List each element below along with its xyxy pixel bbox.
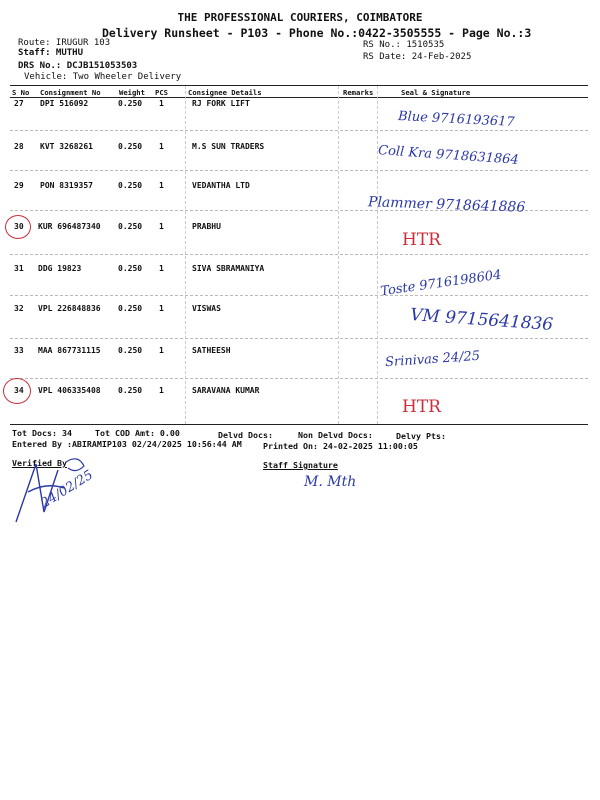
- drs-number: DRS No.: DCJB151053503: [18, 61, 138, 71]
- row-consignee: VISWAS: [192, 304, 221, 313]
- row-pcs: 1: [159, 142, 164, 151]
- row-weight: 0.250: [118, 181, 143, 190]
- col-sno: S No: [12, 88, 30, 97]
- row-divider: [10, 170, 588, 171]
- row-weight: 0.250: [118, 304, 143, 313]
- staff-label: Staff: MUTHU: [18, 48, 84, 58]
- handwritten-signature-row29: Plammer 9718641886: [367, 194, 526, 216]
- row-sno: 28: [14, 142, 24, 151]
- column-divider: [377, 86, 378, 424]
- handwritten-signature-row33: Srinivas 24/25: [384, 348, 481, 371]
- row-consignee: SATHEESH: [192, 346, 231, 355]
- table-top-rule: [10, 85, 588, 86]
- col-seal: Seal & Signature: [401, 88, 471, 97]
- staff-signature-label: Staff Signature: [263, 460, 338, 470]
- row-consignee: RJ FORK LIFT: [192, 99, 250, 108]
- total-docs: Tot Docs: 34: [12, 428, 72, 438]
- handwritten-signature-row31: Toste 9716198604: [379, 267, 503, 300]
- verified-by-label: Verified By: [12, 458, 67, 468]
- runsheet-subtitle: Delivery Runsheet - P103 - Phone No.:0422-3505555 - Page No.:3: [102, 26, 532, 40]
- printed-on: Printed On: 24-02-2025 11:00:05: [263, 441, 418, 451]
- row-weight: 0.250: [118, 99, 143, 108]
- row-divider: [10, 338, 588, 339]
- col-consignment: Consignment No: [40, 88, 101, 97]
- row-consignment: MAA 867731115: [38, 346, 101, 355]
- row-divider: [10, 130, 588, 131]
- company-name: THE PROFESSIONAL COURIERS, COIMBATORE: [177, 11, 423, 24]
- row-divider: [10, 254, 588, 255]
- rs-number: RS No.: 1510535: [363, 40, 445, 50]
- delivered-docs: Delvd Docs:: [218, 430, 273, 440]
- row-weight: 0.250: [118, 142, 143, 151]
- row-pcs: 1: [159, 99, 164, 108]
- col-weight: Weight: [119, 88, 145, 97]
- row-consignee: VEDANTHA LTD: [192, 181, 250, 190]
- row-30-circle-mark: [5, 215, 31, 239]
- row-pcs: 1: [159, 346, 164, 355]
- vehicle-label: Vehicle: Two Wheeler Delivery: [24, 72, 182, 82]
- rs-date: RS Date: 24-Feb-2025: [363, 52, 472, 62]
- col-consignee: Consignee Details: [188, 88, 262, 97]
- delivery-points: Delvy Pts:: [396, 431, 446, 441]
- row-weight: 0.250: [118, 264, 143, 273]
- handwritten-staff-signature: M. Mth: [304, 474, 357, 490]
- row-consignee: SARAVANA KUMAR: [192, 386, 260, 395]
- row-pcs: 1: [159, 264, 164, 273]
- handwritten-signature-row32: VM 9715641836: [409, 305, 554, 335]
- row-34-circle-mark: [3, 378, 31, 404]
- row-consignment: KUR 696487340: [38, 222, 101, 231]
- row-consignee: SIVA SBRAMANIYA: [192, 264, 265, 273]
- column-divider: [338, 86, 339, 424]
- row-sno: 32: [14, 304, 24, 313]
- row-consignment: VPL 226848836: [38, 304, 101, 313]
- total-cod-amount: Tot COD Amt: 0.00: [95, 428, 180, 438]
- handwritten-mark-row34: HTR: [402, 397, 441, 417]
- row-consignee: M.S SUN TRADERS: [192, 142, 265, 151]
- row-divider: [10, 295, 588, 296]
- row-consignment: DPI 516092: [40, 99, 89, 108]
- handwritten-signature-row27: Blue 9716193617: [397, 108, 515, 131]
- row-weight: 0.250: [118, 386, 143, 395]
- handwritten-signature-row28: Coll Kra 9718631864: [377, 143, 520, 168]
- row-consignee: PRABHU: [192, 222, 221, 231]
- row-consignment: VPL 406335408: [38, 386, 101, 395]
- entered-by: Entered By :ABIRAMIP103 02/24/2025 10:56:44 AM: [12, 439, 242, 449]
- row-consignment: KVT 3268261: [40, 142, 93, 151]
- row-weight: 0.250: [118, 222, 143, 231]
- table-header-rule: [10, 97, 588, 98]
- row-sno: 33: [14, 346, 24, 355]
- column-divider: [185, 86, 186, 424]
- handwritten-mark-row30: HTR: [402, 230, 441, 250]
- row-pcs: 1: [159, 386, 164, 395]
- row-consignment: PON 8319357: [40, 181, 93, 190]
- route-label: Route: IRUGUR 103: [18, 38, 111, 48]
- table-bottom-rule: [10, 424, 588, 425]
- row-consignment: DDG 19823: [38, 264, 82, 273]
- row-pcs: 1: [159, 222, 164, 231]
- row-sno: 29: [14, 181, 24, 190]
- handwritten-verified-date: 24/02/25: [38, 467, 96, 512]
- col-pcs: PCS: [155, 88, 168, 97]
- row-pcs: 1: [159, 181, 164, 190]
- row-sno: 34: [14, 386, 24, 395]
- row-sno: 30: [14, 222, 24, 231]
- row-sno: 27: [14, 99, 24, 108]
- row-pcs: 1: [159, 304, 164, 313]
- row-divider: [10, 378, 588, 379]
- non-delivered-docs: Non Delvd Docs:: [298, 430, 373, 440]
- row-sno: 31: [14, 264, 24, 273]
- col-remarks: Remarks: [343, 88, 374, 97]
- row-weight: 0.250: [118, 346, 143, 355]
